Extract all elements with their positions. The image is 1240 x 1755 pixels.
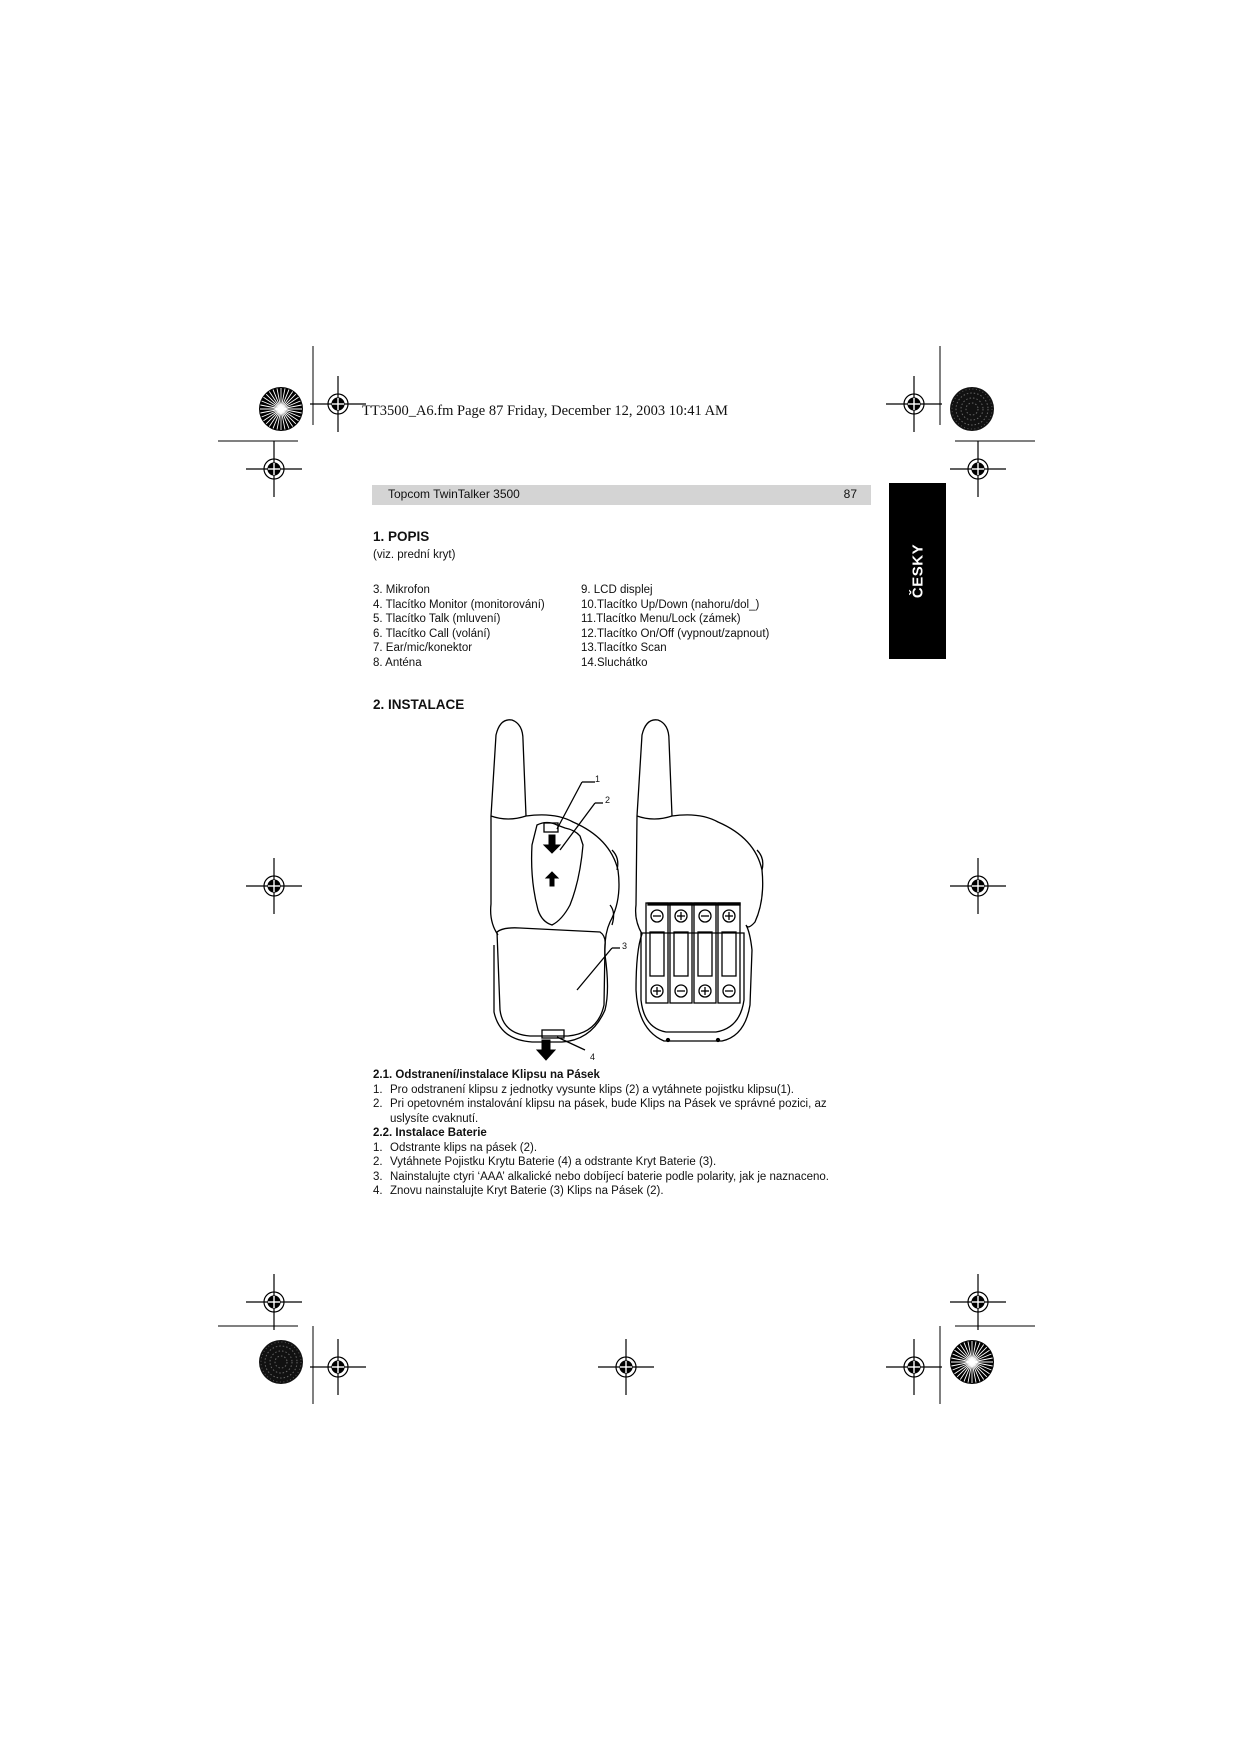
- item-text: Pro odstranení klipsu z jednotky vysunte klips (2) a vytáhnete pojistku klipsu(1).: [390, 1083, 794, 1096]
- item-text: Znovu nainstalujte Kryt Baterie (3) Klips na Pásek (2).: [390, 1185, 664, 1197]
- language-tab-label: ČESKY: [909, 543, 926, 599]
- item-number: 1.: [373, 1083, 383, 1096]
- parts-list-right: [581, 583, 769, 670]
- list-item: [373, 1170, 829, 1185]
- item-number: 1.: [373, 1141, 383, 1154]
- item-text: uslysíte cvaknutí.: [390, 1112, 479, 1125]
- list-item: [373, 1184, 829, 1199]
- list-item: 13.Tlacítko Scan: [581, 642, 667, 654]
- item-number: 2.: [373, 1098, 383, 1110]
- section-1-subtitle: (viz. prední kryt): [373, 549, 456, 561]
- item-number: [373, 1112, 390, 1127]
- list-item: [373, 1141, 829, 1156]
- list-item: 6. Tlacítko Call (volání): [373, 627, 491, 640]
- subsection-2-2-heading: 2.2. Instalace Baterie: [373, 1127, 487, 1139]
- callout-1: 1: [595, 774, 601, 784]
- radio-clip-illustration: [491, 720, 620, 1050]
- callout-4: 4: [590, 1052, 596, 1062]
- parts-list-left: [373, 583, 545, 670]
- item-number: 3.: [373, 1170, 383, 1183]
- callout-3: 3: [622, 941, 628, 951]
- instructions: [373, 1068, 829, 1199]
- list-item: 5. Tlacítko Talk (mluvení): [373, 613, 501, 625]
- list-item: 7. Ear/mic/konektor: [373, 642, 473, 654]
- item-text: Nainstalujte ctyri ‘AAA’ alkalické nebo dobíjecí baterie podle polarity, jak je naznaceno.: [390, 1170, 829, 1183]
- list-item: 12.Tlacítko On/Off (vypnout/zapnout): [581, 627, 770, 640]
- item-number: 2.: [373, 1156, 383, 1168]
- subsection-2-1-heading: 2.1. Odstranení/instalace Klipsu na Pásek: [373, 1069, 600, 1081]
- list-item: [373, 1097, 829, 1112]
- list-item: 10.Tlacítko Up/Down (nahoru/dol_): [581, 598, 760, 611]
- item-number: 4.: [373, 1185, 383, 1197]
- running-header: [372, 485, 871, 505]
- item-text: Vytáhnete Pojistku Krytu Baterie (4) a odstrante Kryt Baterie (3).: [390, 1156, 717, 1168]
- radio-battery-illustration: [636, 720, 763, 1042]
- language-tab: [889, 483, 946, 659]
- callout-2: 2: [605, 795, 611, 805]
- list-item: [373, 1112, 829, 1127]
- list-item: 3. Mikrofon: [373, 584, 430, 596]
- page-number: 87: [843, 487, 857, 501]
- list-item: 8. Anténa: [373, 656, 422, 669]
- section-1-heading: 1. POPIS: [373, 529, 430, 544]
- list-item: [373, 1083, 829, 1098]
- list-item: 11.Tlacítko Menu/Lock (zámek): [581, 613, 741, 625]
- list-item: [373, 1155, 829, 1170]
- running-header-title: Topcom TwinTalker 3500: [388, 487, 520, 501]
- section-2-heading: 2. INSTALACE: [373, 697, 465, 712]
- item-text: Pri opetovném instalování klipsu na pásek, bude Klips na Pásek ve správné pozici, az: [390, 1098, 827, 1110]
- file-header: TT3500_A6.fm Page 87 Friday, December 12, 2003 10:41 AM: [362, 403, 728, 419]
- list-item: 9. LCD displej: [581, 584, 653, 596]
- item-text: Odstrante klips na pásek (2).: [390, 1141, 538, 1154]
- list-item: 4. Tlacítko Monitor (monitorování): [373, 598, 545, 611]
- list-item: 14.Sluchátko: [581, 656, 648, 669]
